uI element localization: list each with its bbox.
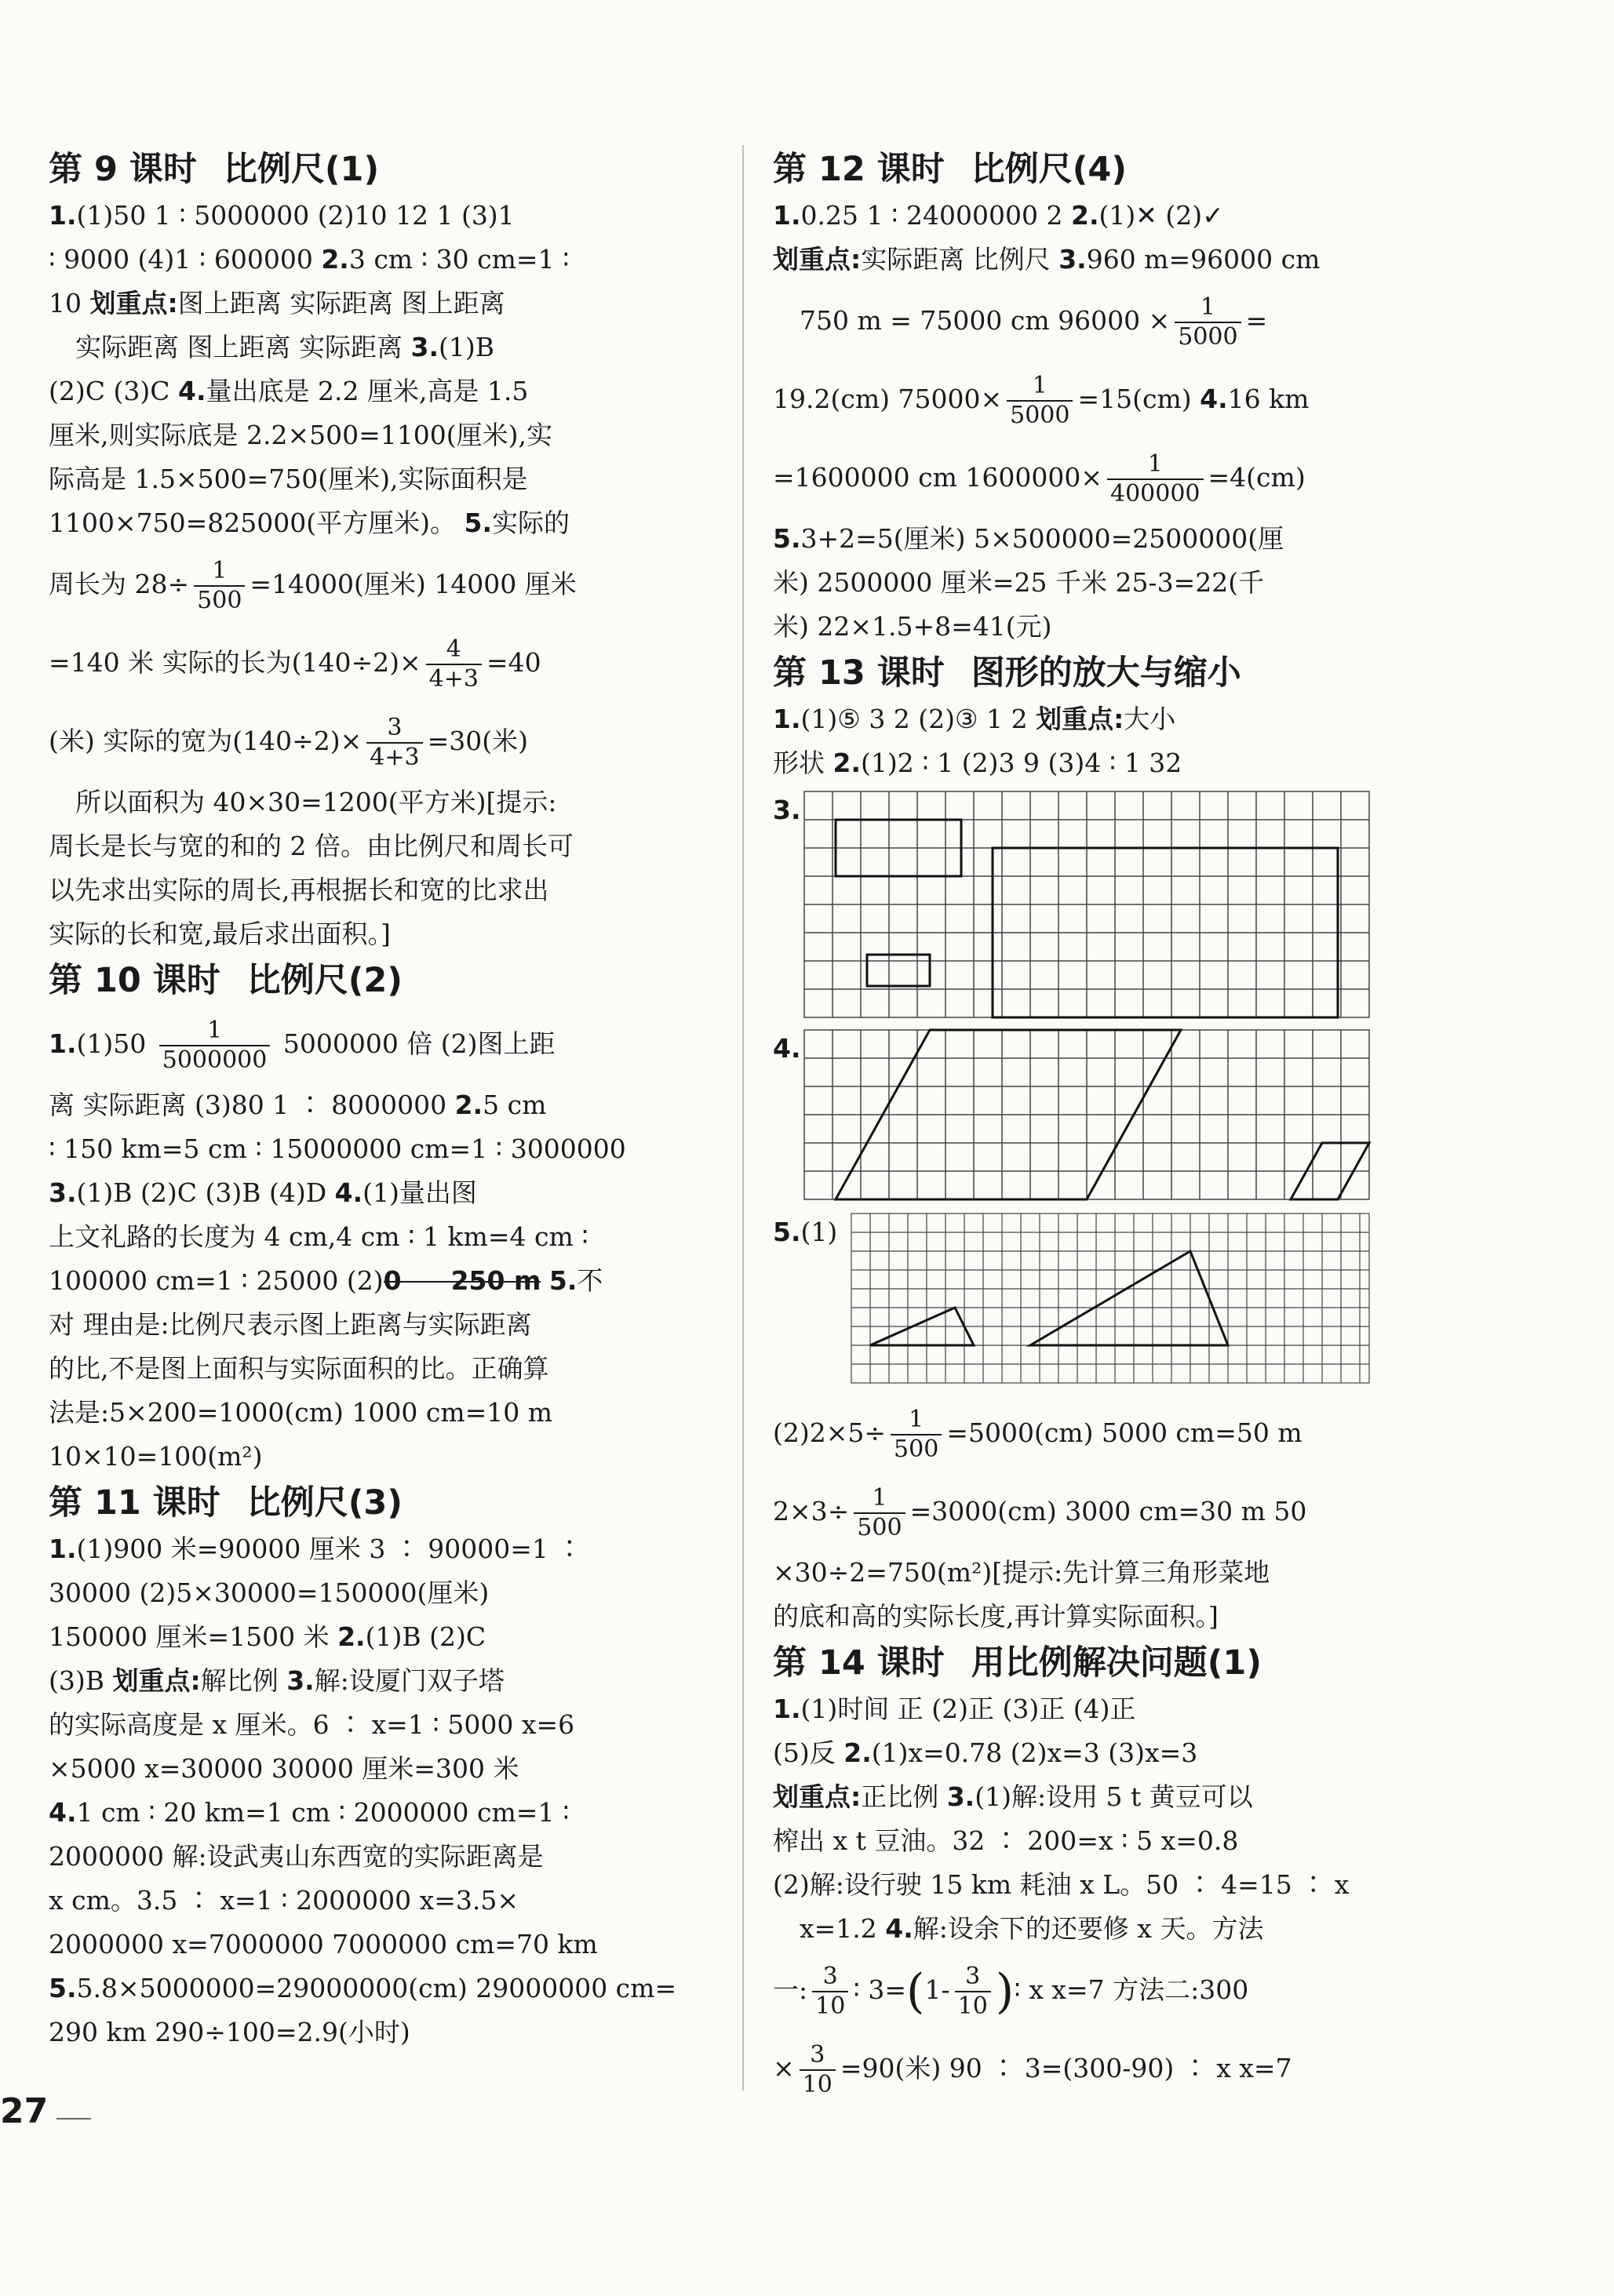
fraction: $\frac{3}{10}$ [800,2041,836,2099]
text-line: 1.(1)⑤ 3 2 (2)③ 1 2 划重点:大小 [773,704,1176,734]
text-line: 19.2(cm) 75000× $\frac{1}{5000}$ =15(cm) 4.16 km [773,372,1310,429]
text-line: 1100×750=825000(平方厘米)。 5.实际的 [49,508,570,538]
hint-line: 实际的长和宽,最后求出面积。] [49,919,391,949]
fraction: $\frac{1}{5000}$ [1175,293,1241,351]
text-line: x cm。3.5 ∶ x=1 ∶ 2000000 x=3.5× [49,1885,519,1916]
text-line: (3)B 划重点:解比例 3.解:设厦门双子塔 [49,1665,505,1696]
text-line: 所以面积为 40×30=1200(平方米)[提示: [75,787,557,817]
fraction: $\frac{1}{500}$ [854,1484,905,1542]
fraction: $\frac{1}{5000}$ [1007,372,1073,430]
text-line: (2)解:设行驶 15 km 耗油 x L。50 ∶ 4=15 ∶ x [773,1869,1350,1900]
text-line: ∶ 9000 (4)1 ∶ 600000 2.3 cm ∶ 30 cm=1 ∶ [49,244,570,275]
text-line: 1.(1)900 米=90000 厘米 3 ∶ 90000=1 ∶ [49,1534,583,1564]
figure-5: 5.(1) [773,1210,1440,1391]
text-line: 1.(1)时间 正 (2)正 (3)正 (4)正 [773,1694,1136,1724]
column-divider [742,145,744,2090]
text-line: 离 实际距离 (3)80 1 ∶ 8000000 2.5 cm [49,1090,547,1120]
text-line: 2000000 解:设武夷山东西宽的实际距离是 [49,1841,544,1872]
text-line: 的比,不是图上面积与实际面积的比。正确算 [49,1353,549,1384]
lesson-10-title: 第 10 课时 比例尺(2) [49,961,403,1000]
triangle-large [1030,1251,1228,1345]
text-line: 的实际高度是 x 厘米。6 ∶ x=1 ∶ 5000 x=6 [49,1709,575,1740]
text-line: x=1.2 4.解:设余下的还要修 x 天。方法 [800,1913,1264,1944]
text-line: 法是:5×200=1000(cm) 1000 cm=10 m [49,1397,553,1428]
figure-3: 3. [773,788,1440,1024]
text-line: 划重点:实际距离 比例尺 3.960 m=96000 cm [773,244,1321,275]
fraction: $\frac{1}{400000}$ [1107,450,1204,508]
text-line: 对 理由是:比例尺表示图上距离与实际距离 [49,1309,532,1340]
text-line: 4.1 cm ∶ 20 km=1 cm ∶ 2000000 cm=1 ∶ [49,1797,570,1828]
text-line: 1.(1)50 $\frac{1}{5000000}$ 5000000 倍 (2)图上距 [49,1017,556,1074]
text-line: 米) 22×1.5+8=41(元) [773,611,1052,642]
hint-line: ×30÷2=750(m²)[提示:先计算三角形菜地 [773,1557,1270,1588]
fraction: $\frac{1}{500}$ [194,557,245,615]
hint-line: 周长是长与宽的和的 2 倍。由比例尺和周长可 [49,831,574,861]
text-line: 周长为 28÷ $\frac{1}{500}$ =14000(厘米) 14000 厘米 [49,557,577,614]
text-line: ×5000 x=30000 30000 厘米=300 米 [49,1753,519,1784]
text-line: 际高是 1.5×500=750(厘米),实际面积是 [49,464,528,494]
fraction: $\frac{4}{4+3}$ [426,635,482,693]
right-column [773,145,1440,2108]
text-line: ∶ 150 km=5 cm ∶ 15000000 cm=1 ∶ 3000000 [49,1133,626,1164]
text-line: (2)C (3)C 4.量出底是 2.2 厘米,高是 1.5 [49,376,529,406]
grid-figure-5 [773,1210,1440,1391]
text-line: 2000000 x=7000000 7000000 cm=70 km [49,1929,598,1959]
footer-rule [56,2118,91,2120]
text-line: =140 米 实际的长为(140÷2)× $\frac{4}{4+3}$ =40 [49,635,541,693]
fraction: $\frac{3}{4+3}$ [366,714,422,772]
text-line: 榨出 x t 豆油。32 ∶ 200=x ∶ 5 x=0.8 [773,1825,1239,1856]
hint-line: 的底和高的实际长度,再计算实际面积。] [773,1601,1219,1632]
lesson-9-title: 第 9 课时 比例尺(1) [49,150,380,189]
text-line: 5.3+2=5(厘米) 5×500000=2500000(厘 [773,523,1284,554]
text-line: 划重点:正比例 3.(1)解:设用 5 t 黄豆可以 [773,1781,1253,1812]
lesson-11-title: 第 11 课时 比例尺(3) [49,1483,403,1523]
lesson-14-title: 第 14 课时 用比例解决问题(1) [773,1643,1262,1683]
text-line: 750 m = 75000 cm 96000 × $\frac{1}{5000}$ = [800,293,1268,351]
fraction: $\frac{1}{5000000}$ [159,1017,271,1075]
text-line: × $\frac{3}{10}$ =90(米) 90 ∶ 3=(300-90) ∶ x x=7 [773,2041,1292,2098]
grid-figure-3 [773,788,1440,1024]
text-line: 5.5.8×5000000=29000000(cm) 29000000 cm= [49,1973,677,2003]
page-number: 27 [0,2091,49,2131]
text-line: 290 km 290÷100=2.9(小时) [49,2017,410,2047]
text-line: 100000 cm=1 ∶ 25000 (2)0 250 m 5.不 [49,1259,709,1303]
fraction: $\frac{1}{500}$ [891,1406,942,1464]
text-line: 1.(1)50 1 ∶ 5000000 (2)10 12 1 (3)1 [49,200,515,231]
fraction: $\frac{3}{10}$ [955,1963,991,2021]
lesson-13-title: 第 13 课时 图形的放大与缩小 [773,653,1241,693]
rect-small-2 [867,955,930,986]
text-line: (2)2×5÷ $\frac{1}{500}$ =5000(cm) 5000 cm=50 m [773,1406,1302,1463]
text-line: (米) 实际的宽为(140÷2)× $\frac{3}{4+3}$ =30(米) [49,714,528,771]
text-line: 形状 2.(1)2 ∶ 1 (2)3 9 (3)4 ∶ 1 32 [773,748,1182,778]
text-line: 30000 (2)5×30000=150000(厘米) [49,1577,490,1608]
text-line: 米) 2500000 厘米=25 千米 25-3=22(千 [773,567,1265,598]
text-line: 2×3÷ $\frac{1}{500}$ =3000(cm) 3000 cm=30 m 50 [773,1484,1307,1541]
text-line: 上文礼路的长度为 4 cm,4 cm ∶ 1 km=4 cm ∶ [49,1221,588,1252]
fraction: $\frac{3}{10}$ [812,1963,848,2021]
scale-bar: 0 250 m [384,1259,541,1283]
text-line: 1.0.25 1 ∶ 24000000 2 2.(1)✕ (2)✓ [773,200,1224,231]
grid-figure-4 [773,1027,1440,1207]
text-line: 实际距离 图上距离 实际距离 3.(1)B [75,332,494,362]
text-line: (5)反 2.(1)x=0.78 (2)x=3 (3)x=3 [773,1737,1198,1768]
hint-line: 以先求出实际的周长,再根据长和宽的比求出 [49,875,549,905]
text-line: 3.(1)B (2)C (3)B (4)D 4.(1)量出图 [49,1177,477,1208]
text-line: =1600000 cm 1600000× $\frac{1}{400000}$ =4(cm) [773,450,1306,508]
text-line: 10 划重点:图上距离 实际距离 图上距离 [49,288,505,318]
lesson-12-title: 第 12 课时 比例尺(4) [773,150,1128,189]
text-line: 一: $\frac{3}{10}$ ∶ 3=(1- $\frac{3}{10}$ )∶ x x=7 方法二:300 [773,1963,1249,2020]
text-line: 10×10=100(m²) [49,1441,263,1472]
left-column [49,145,709,2054]
figure-4: 4. [773,1027,1440,1207]
text-line: 150000 厘米=1500 米 2.(1)B (2)C [49,1621,486,1652]
text-line: 厘米,则实际底是 2.2×500=1100(厘米),实 [49,420,552,450]
